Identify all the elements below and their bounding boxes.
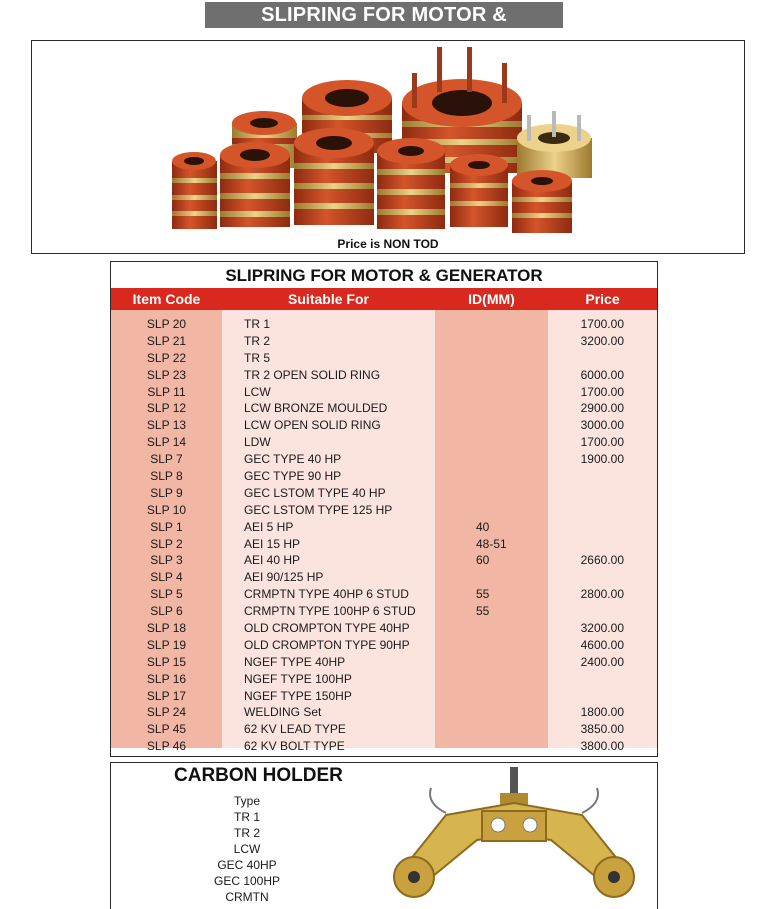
price-cell: 1700.00	[580, 317, 624, 331]
product-photo-panel	[31, 40, 745, 254]
price-cell: 1700.00	[580, 435, 624, 450]
suitable-for-cell: TR 2 OPEN SOLID RING	[244, 367, 381, 382]
slipring-front-6	[512, 170, 572, 233]
item-code-cell: SLP 9	[150, 485, 183, 500]
suitable-for-cell: LDW	[244, 435, 271, 450]
slipring-front-left	[172, 152, 217, 229]
table-row	[111, 502, 657, 519]
suitable-for-cell: LCW BRONZE MOULDED	[244, 401, 388, 416]
suitable-for-cell: GEC TYPE 40 HP	[244, 452, 342, 467]
item-code-cell: SLP 23	[146, 367, 187, 382]
header-price: Price	[585, 291, 620, 307]
price-note: Price is NON TOD	[337, 237, 439, 251]
suitable-for-cell: TR 5	[244, 350, 271, 365]
suitable-for-cell: CRMPTN TYPE 40HP 6 STUD	[244, 587, 409, 602]
suitable-for-cell: OLD CROMPTON TYPE 40HP	[244, 621, 410, 636]
table-title: SLIPRING FOR MOTOR & GENERATOR	[225, 266, 543, 285]
item-code-cell: SLP 45	[146, 722, 187, 737]
slipring-front-3	[294, 128, 374, 225]
suitable-for-cell: GEC LSTOM TYPE 40 HP	[244, 485, 386, 500]
id-mm-cell: 48-51	[476, 536, 507, 551]
price-cell: 3000.00	[580, 418, 624, 433]
item-code-cell: SLP 19	[146, 637, 187, 652]
item-code-cell: SLP 10	[146, 502, 187, 517]
item-code-cell: SLP 12	[146, 401, 187, 416]
item-code-cell: SLP 18	[146, 621, 187, 636]
carbon-holder-type-item: LCW	[233, 842, 261, 856]
slipring-front-4	[377, 138, 445, 229]
item-code-cell: SLP 17	[146, 688, 187, 703]
price-cell: 3850.00	[580, 722, 624, 737]
table-row	[111, 468, 657, 485]
carbon-holder-type-item: TR 2	[233, 826, 260, 840]
price-cell: 2800.00	[580, 587, 624, 602]
table-row	[111, 620, 657, 637]
price-cell: 3200.00	[580, 333, 624, 348]
carbon-holder-type-item: TR 1	[233, 810, 260, 824]
table-row	[111, 434, 657, 451]
price-cell: 2660.00	[580, 553, 624, 568]
item-code-cell: SLP 4	[150, 570, 183, 585]
suitable-for-cell: TR 2	[244, 333, 271, 348]
item-code-cell: SLP 1	[150, 519, 183, 534]
slipring-product-image	[172, 43, 592, 239]
table-row	[111, 654, 657, 671]
price-cell: 3800.00	[580, 739, 624, 754]
table-row	[111, 485, 657, 502]
suitable-for-cell: AEI 40 HP	[244, 553, 301, 568]
table-row	[111, 704, 657, 721]
item-code-cell: SLP 21	[146, 333, 187, 348]
id-mm-cell: 55	[476, 587, 490, 602]
table-header-row	[111, 288, 657, 310]
table-row	[111, 350, 657, 367]
price-cell: 4600.00	[580, 637, 624, 652]
header-item-code: Item Code	[132, 291, 201, 307]
table-row	[111, 536, 657, 553]
item-code-cell: SLP 24	[146, 705, 187, 720]
table-row	[111, 384, 657, 401]
slipring-brass-stud	[517, 111, 592, 178]
suitable-for-cell: LCW OPEN SOLID RING	[244, 418, 381, 433]
suitable-for-cell: LCW	[244, 384, 271, 399]
item-code-cell: SLP 20	[146, 317, 187, 331]
header-id-mm: ID(MM)	[468, 291, 515, 307]
suitable-for-cell: OLD CROMPTON TYPE 90HP	[244, 637, 410, 652]
item-code-cell: SLP 11	[147, 384, 186, 399]
suitable-for-cell: AEI 15 HP	[244, 536, 301, 551]
carbon-holder-image	[386, 765, 646, 908]
suitable-for-cell: AEI 90/125 HP	[244, 570, 324, 585]
suitable-for-cell: WELDING Set	[244, 705, 322, 720]
carbon-holder-type-item: CRMTN	[225, 890, 269, 904]
item-code-cell: SLP 13	[146, 418, 187, 433]
table-row	[111, 417, 657, 434]
price-cell: 1700.00	[580, 384, 624, 399]
table-row	[111, 721, 657, 738]
carbon-holder-type-item: GEC 40HP	[217, 858, 277, 872]
price-cell: 1800.00	[580, 705, 624, 720]
suitable-for-cell: AEI 5 HP	[244, 519, 294, 534]
suitable-for-cell: TR 1	[244, 317, 271, 331]
table-row	[111, 316, 657, 333]
table-row	[111, 552, 657, 569]
header-suitable-for: Suitable For	[288, 291, 369, 307]
table-row	[111, 688, 657, 705]
table-row	[111, 569, 657, 586]
price-cell: 6000.00	[580, 367, 624, 382]
suitable-for-cell: 62 KV BOLT TYPE	[244, 739, 345, 754]
table-row	[111, 603, 657, 620]
slipring-front-5	[450, 154, 508, 227]
item-code-cell: SLP 16	[146, 671, 187, 686]
suitable-for-cell: CRMPTN TYPE 100HP 6 STUD	[244, 604, 416, 619]
carbon-holder-title: CARBON HOLDER	[174, 765, 343, 786]
table-row	[111, 738, 657, 755]
item-code-cell: SLP 8	[150, 469, 183, 484]
price-table	[110, 261, 658, 757]
price-cell: 2400.00	[580, 654, 624, 669]
table-row	[111, 400, 657, 417]
suitable-for-cell: NGEF TYPE 100HP	[244, 671, 352, 686]
suitable-for-cell: NGEF TYPE 150HP	[244, 688, 352, 703]
slipring-front-2	[220, 142, 290, 227]
price-cell: 1900.00	[580, 452, 624, 467]
table-row	[111, 451, 657, 468]
price-cell: 3200.00	[580, 621, 624, 636]
id-mm-cell: 40	[476, 519, 490, 534]
item-code-cell: SLP 2	[150, 536, 183, 551]
item-code-cell: SLP 15	[146, 654, 187, 669]
suitable-for-cell: GEC TYPE 90 HP	[244, 469, 342, 484]
carbon-holder-type-list	[197, 793, 297, 905]
table-row	[111, 519, 657, 536]
item-code-cell: SLP 3	[150, 553, 183, 568]
page-title: SLIPRING FOR MOTOR &	[205, 2, 563, 28]
id-mm-cell: 55	[476, 604, 490, 619]
item-code-cell: SLP 7	[150, 452, 183, 467]
carbon-holder-type-item: GEC 100HP	[213, 874, 281, 888]
carbon-holder-panel	[110, 762, 658, 909]
suitable-for-cell: NGEF TYPE 40HP	[244, 654, 346, 669]
id-mm-cell: 60	[476, 553, 490, 568]
item-code-cell: SLP 46	[146, 739, 187, 754]
table-row	[111, 671, 657, 688]
table-body	[111, 316, 657, 755]
table-row	[111, 637, 657, 654]
table-row	[111, 586, 657, 603]
item-code-cell: SLP 5	[150, 587, 183, 602]
suitable-for-cell: GEC LSTOM TYPE 125 HP	[244, 502, 393, 517]
price-cell: 2900.00	[580, 401, 624, 416]
carbon-holder-type-item: Type	[233, 794, 260, 808]
table-row	[111, 333, 657, 350]
item-code-cell: SLP 14	[146, 435, 187, 450]
item-code-cell: SLP 6	[150, 604, 183, 619]
table-row	[111, 367, 657, 384]
item-code-cell: SLP 22	[146, 350, 187, 365]
suitable-for-cell: 62 KV LEAD TYPE	[244, 722, 346, 737]
